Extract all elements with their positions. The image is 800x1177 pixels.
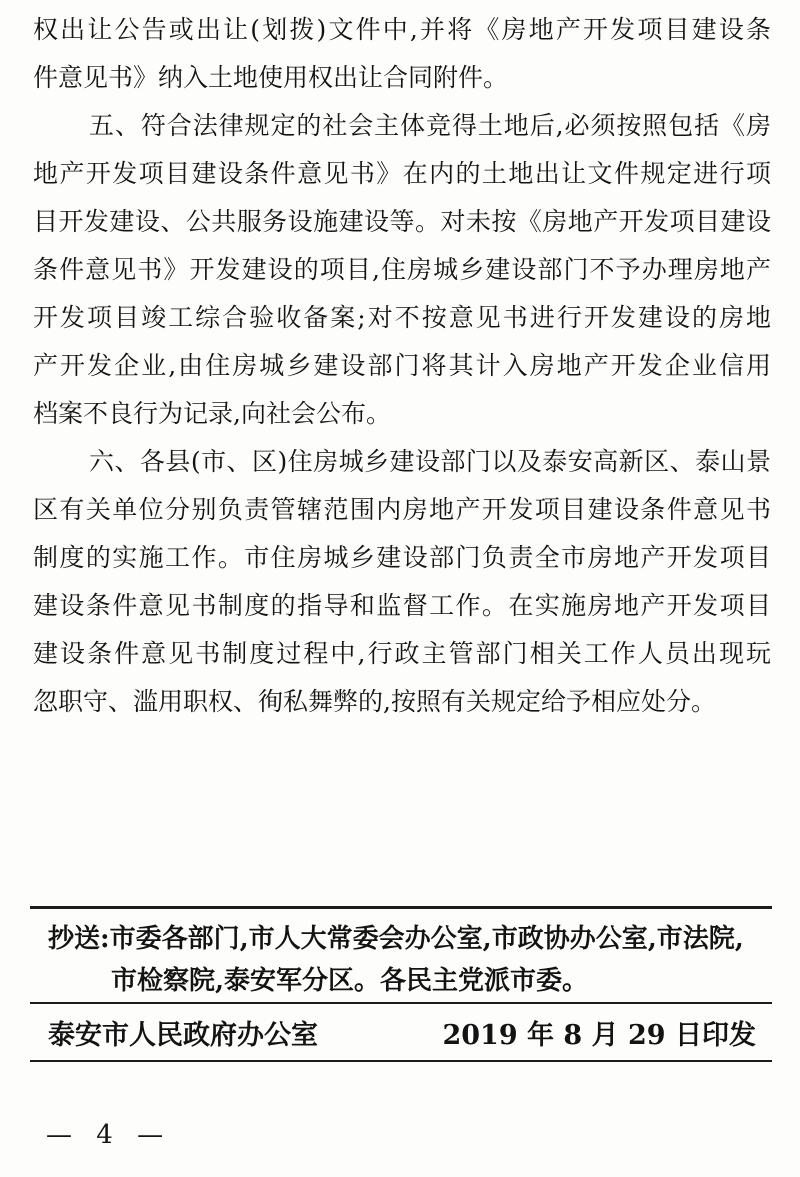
- cc-recipients-1: 市委各部门,市人大常委会办公室,市政协办公室,市法院,: [109, 924, 744, 954]
- body-line: 产开发企业,由住房城乡建设部门将其计入房地产开发企业信用: [33, 351, 771, 380]
- page-number: — 4 —: [46, 1120, 172, 1150]
- body-line: 权出让公告或出让(划拨)文件中,并将《房地产开发项目建设条: [33, 15, 771, 44]
- body-line: 建设条件意见书制度过程中,行政主管部门相关工作人员出现玩: [33, 639, 771, 668]
- body-line: 开发项目竣工综合验收备案;对不按意见书进行开发建设的房地: [33, 303, 771, 332]
- body-line: 区有关单位分别负责管辖范围内房地产开发项目建设条件意见书: [33, 495, 771, 524]
- body-line: 建设条件意见书制度的指导和监督工作。在实施房地产开发项目: [33, 591, 771, 620]
- divider-middle: [30, 1002, 772, 1004]
- divider-top: [30, 906, 772, 909]
- cc-label: 抄送:: [48, 924, 110, 954]
- cc-line: [48, 918, 754, 960]
- body-line: 地产开发项目建设条件意见书》在内的土地出让文件规定进行项: [33, 159, 771, 188]
- body-line: 忽职守、滥用职权、徇私舞弊的,按照有关规定给予相应处分。: [33, 687, 716, 716]
- cc-recipients-2: 市检察院,泰安军分区。各民主党派市委。: [111, 966, 589, 996]
- body-line: 六、各县(市、区)住房城乡建设部门以及泰安高新区、泰山景: [89, 447, 771, 476]
- body-line: 条件意见书》开发建设的项目,住房城乡建设部门不予办理房地产: [33, 255, 771, 284]
- body-line: 件意见书》纳入土地使用权出让合同附件。: [33, 63, 509, 92]
- document-body: [33, 6, 771, 726]
- footer-row: [48, 1008, 756, 1056]
- divider-bottom: [30, 1060, 772, 1062]
- footer-issuer: 泰安市人民政府办公室: [48, 1019, 318, 1051]
- body-line: 档案不良行为记录,向社会公布。: [33, 399, 391, 428]
- footer-print-date: 2019 年 8 月 29 日印发: [442, 1019, 756, 1051]
- body-line: 五、符合法律规定的社会主体竞得土地后,必须按照包括《房: [89, 111, 771, 140]
- cc-block: [48, 918, 754, 1002]
- body-line: 制度的实施工作。市住房城乡建设部门负责全市房地产开发项目: [33, 543, 771, 572]
- body-line: 目开发建设、公共服务设施建设等。对未按《房地产开发项目建设: [33, 207, 771, 236]
- cc-line: [48, 960, 754, 1002]
